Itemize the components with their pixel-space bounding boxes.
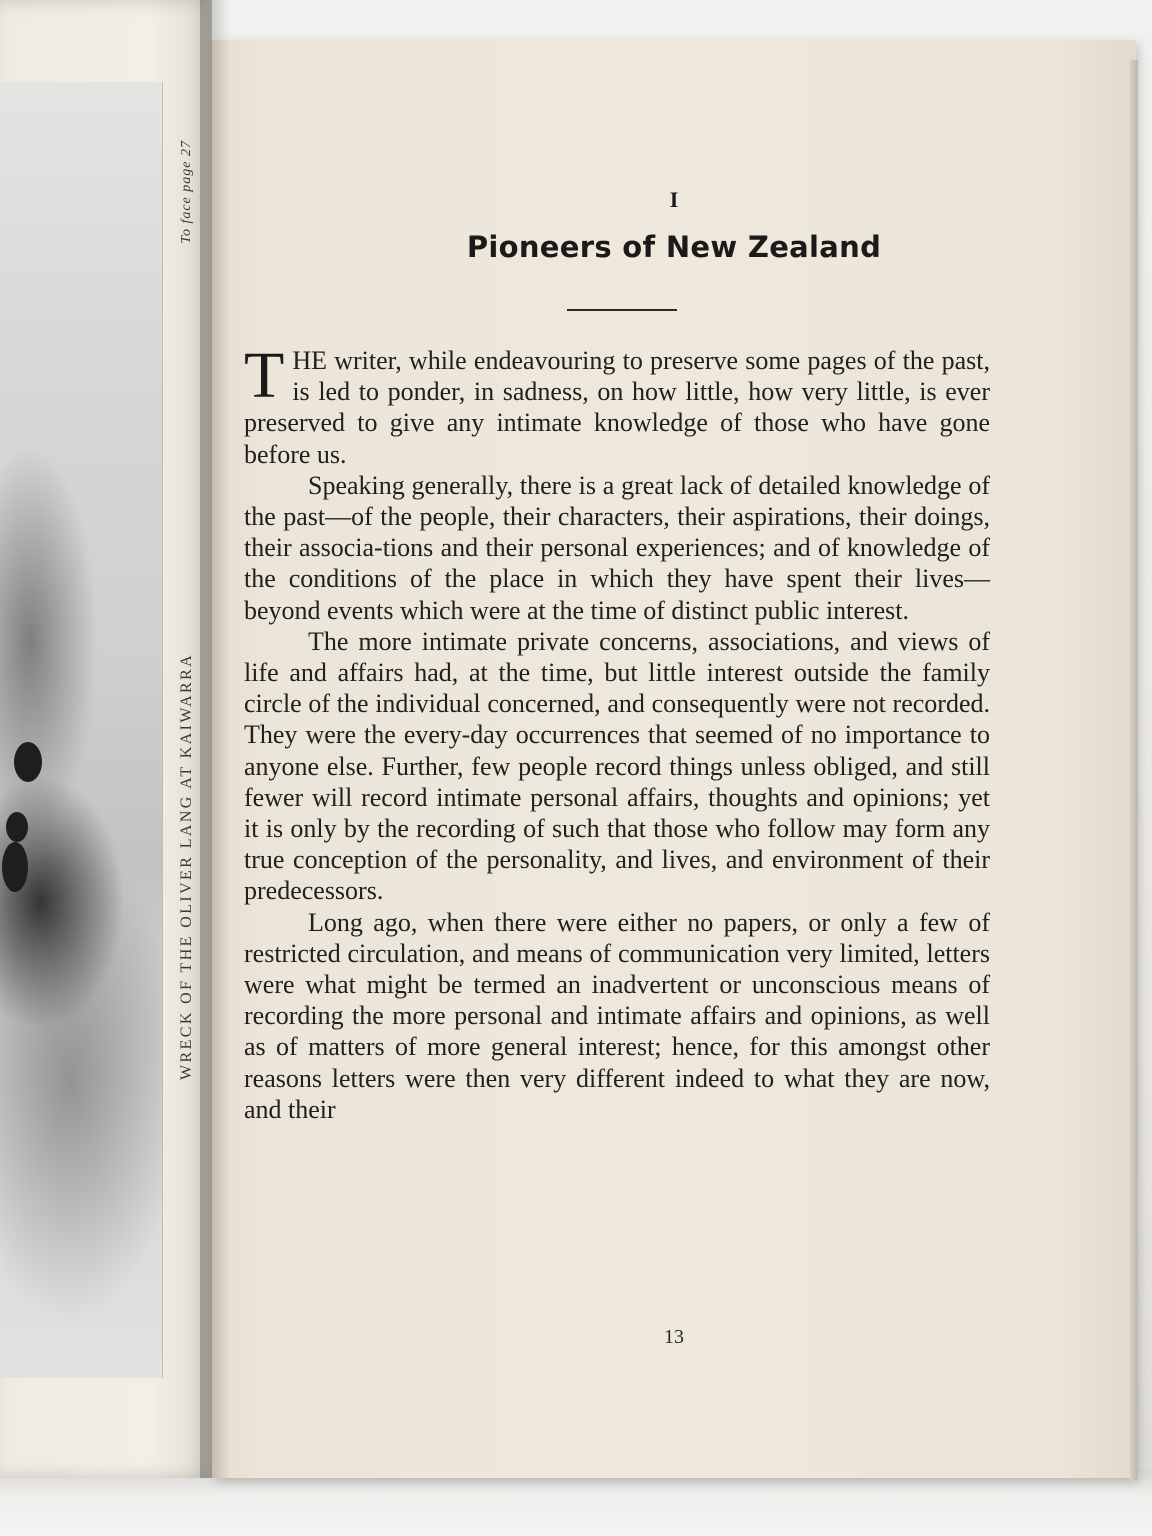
photo-plate (0, 82, 163, 1378)
paragraph: Long ago, when there were either no papers, or only a few of restricted circulation, and means of communication very limited, letters were what might be termed an inadvertent or unconscious means of recording the more personal and intimate affairs and opinions, as well as of matters of more general interest; hence, for this amongst other reasons letters were then very different indeed to what they are now, and their (244, 907, 990, 1124)
paragraph-text: HE writer, while endeavouring to preserve some pages of the past, is led to ponder, in sadness, on how little, how very little, is ever preserved to give any intimate knowledge of those who have gone before us. (244, 346, 990, 469)
title-divider (567, 309, 677, 311)
chapter-title: Pioneers of New Zealand (466, 230, 882, 264)
paragraph (244, 339, 990, 470)
chapter-body (244, 339, 990, 1125)
plate-caption-reference: To face page 27 (179, 140, 194, 244)
page-number: 13 (664, 1326, 684, 1348)
book-gutter (200, 0, 230, 1478)
plate-shadow-mark (6, 812, 28, 842)
plate-caption (175, 140, 199, 1080)
paragraph: Speaking generally, there is a great lack of detailed knowledge of the past—of the people, their characters, their aspirations, their doings, their associa-tions and their personal experiences; and of knowledge of the conditions of the place in which they have spent their lives—beyond events which were at the time of distinct public interest. (244, 470, 990, 625)
right-page (212, 40, 1136, 1478)
plate-caption-title: WRECK OF THE OLIVER LANG AT KAIWARRA (178, 652, 195, 1080)
table-surface (0, 1470, 1152, 1536)
plate-shadow-mark (14, 742, 42, 782)
paragraph: The more intimate private concerns, associations, and views of life and affairs had, at the time, but little interest outside the family circle of the individual concerned, and consequently were not recorded. They were the every-day occurrences that seemed of no importance to anyone else. Further, few people record things unless obliged, and still fewer will record intimate personal affairs, thoughts and opinions; yet it is only by the recording of such that those who follow may form any true conception of the personality, and lives, and environment of their predecessors. (244, 626, 990, 906)
chapter-number: I (669, 187, 679, 212)
page-edge (1130, 60, 1138, 1480)
plate-shadow-mark (2, 842, 28, 892)
drop-cap: T (244, 339, 285, 412)
left-page (0, 0, 212, 1478)
